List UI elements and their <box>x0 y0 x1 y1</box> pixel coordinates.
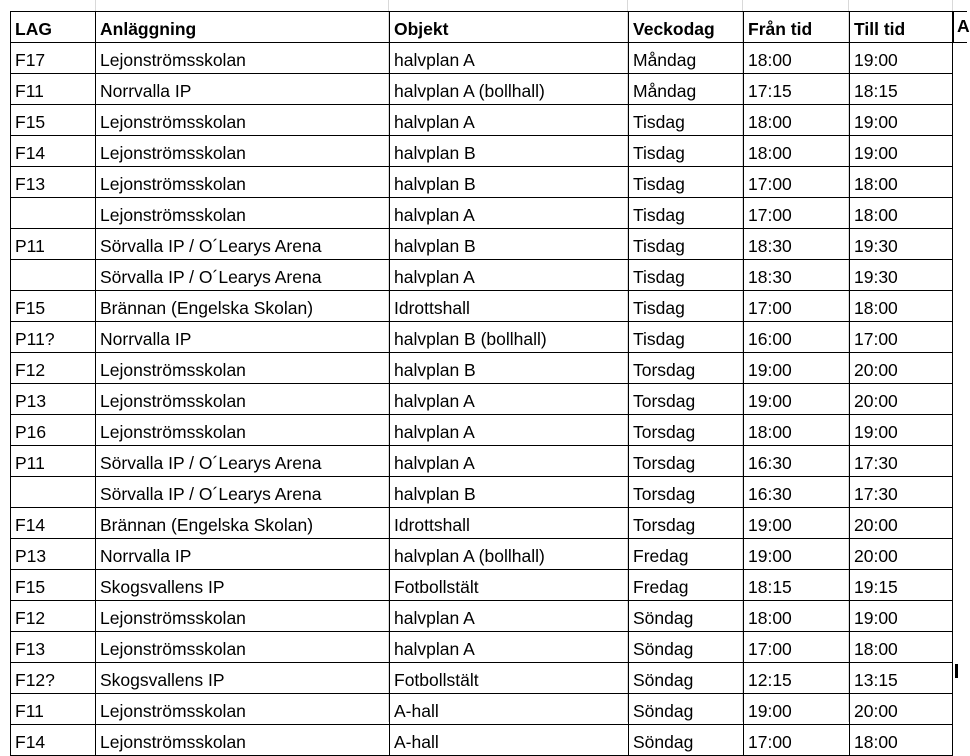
header-till-tid[interactable]: Till tid <box>850 12 953 43</box>
cell-till-tid[interactable]: 19:30 <box>850 229 953 260</box>
table-row <box>11 198 953 229</box>
cell-veckodag[interactable]: Söndag <box>629 601 744 632</box>
cell-fran-tid[interactable]: 12:15 <box>744 663 850 694</box>
cell-objekt[interactable]: halvplan A <box>390 601 629 632</box>
cell-till-tid[interactable]: 17:30 <box>850 477 953 508</box>
cell-till-tid[interactable]: 20:00 <box>850 539 953 570</box>
cell-fran-tid[interactable]: 19:00 <box>744 539 850 570</box>
cell-objekt[interactable]: Fotbollstält <box>390 570 629 601</box>
cell-objekt[interactable]: halvplan B <box>390 229 629 260</box>
table-row <box>11 508 953 539</box>
cell-fran-tid[interactable]: 19:00 <box>744 353 850 384</box>
cell-lag[interactable]: F12? <box>11 663 96 694</box>
table-row <box>11 694 953 725</box>
cell-anlaggning[interactable]: Brännan (Engelska Skolan) <box>96 508 390 539</box>
header-veckodag[interactable]: Veckodag <box>629 12 744 43</box>
table-row <box>11 353 953 384</box>
cell-lag[interactable]: F14 <box>11 508 96 539</box>
header-row <box>11 12 953 43</box>
cell-veckodag[interactable]: Torsdag <box>629 415 744 446</box>
cell-objekt[interactable]: halvplan A <box>390 198 629 229</box>
cell-fran-tid[interactable]: 17:00 <box>744 167 850 198</box>
cell-anlaggning[interactable]: Lejonströmsskolan <box>96 136 390 167</box>
cell-fran-tid[interactable]: 19:00 <box>744 384 850 415</box>
header-anlaggning[interactable]: Anläggning <box>96 12 390 43</box>
cell-anlaggning[interactable]: Lejonströmsskolan <box>96 694 390 725</box>
cell-veckodag[interactable]: Tisdag <box>629 136 744 167</box>
cell-veckodag[interactable]: Tisdag <box>629 105 744 136</box>
cell-lag[interactable]: F11 <box>11 74 96 105</box>
cell-veckodag[interactable]: Tisdag <box>629 229 744 260</box>
cell-anlaggning[interactable]: Norrvalla IP <box>96 322 390 353</box>
cell-anlaggning[interactable]: Lejonströmsskolan <box>96 632 390 663</box>
cell-lag[interactable]: P13 <box>11 539 96 570</box>
cell-fran-tid[interactable]: 17:00 <box>744 291 850 322</box>
cell-veckodag[interactable]: Torsdag <box>629 353 744 384</box>
cell-till-tid[interactable]: 18:00 <box>850 167 953 198</box>
cell-objekt[interactable]: Idrottshall <box>390 291 629 322</box>
cell-objekt[interactable]: halvplan A (bollhall) <box>390 539 629 570</box>
cell-till-tid[interactable]: 19:00 <box>850 43 953 74</box>
cell-anlaggning[interactable]: Sörvalla IP / O´Learys Arena <box>96 477 390 508</box>
cell-veckodag[interactable]: Söndag <box>629 725 744 756</box>
table-row <box>11 601 953 632</box>
cell-fran-tid[interactable]: 16:30 <box>744 477 850 508</box>
cell-veckodag[interactable]: Torsdag <box>629 477 744 508</box>
cell-fran-tid[interactable]: 18:30 <box>744 229 850 260</box>
table-row <box>11 322 953 353</box>
table-row <box>11 105 953 136</box>
table-row <box>11 663 953 694</box>
cell-anlaggning[interactable]: Lejonströmsskolan <box>96 105 390 136</box>
cell-anlaggning[interactable]: Norrvalla IP <box>96 74 390 105</box>
cell-veckodag[interactable]: Tisdag <box>629 167 744 198</box>
cell-lag[interactable]: F15 <box>11 291 96 322</box>
table-row <box>11 725 953 756</box>
cell-fran-tid[interactable]: 18:15 <box>744 570 850 601</box>
cell-objekt[interactable]: A-hall <box>390 694 629 725</box>
table-row <box>11 570 953 601</box>
cell-objekt[interactable]: halvplan A <box>390 43 629 74</box>
cell-anlaggning[interactable]: Lejonströmsskolan <box>96 601 390 632</box>
cell-lag[interactable] <box>11 198 96 229</box>
cell-veckodag[interactable]: Tisdag <box>629 260 744 291</box>
cell-objekt[interactable]: halvplan B <box>390 477 629 508</box>
cell-objekt[interactable]: halvplan B <box>390 353 629 384</box>
cell-veckodag[interactable]: Söndag <box>629 632 744 663</box>
cell-lag[interactable]: P11? <box>11 322 96 353</box>
table-row <box>11 43 953 74</box>
cell-veckodag[interactable]: Måndag <box>629 43 744 74</box>
cell-fran-tid[interactable]: 18:00 <box>744 415 850 446</box>
cell-anlaggning[interactable]: Sörvalla IP / O´Learys Arena <box>96 260 390 291</box>
cell-till-tid[interactable]: 18:00 <box>850 198 953 229</box>
cell-till-tid[interactable]: 20:00 <box>850 384 953 415</box>
table-row <box>11 74 953 105</box>
cell-veckodag[interactable]: Fredag <box>629 570 744 601</box>
cell-lag[interactable] <box>11 260 96 291</box>
table-row <box>11 260 953 291</box>
cell-anlaggning[interactable]: Lejonströmsskolan <box>96 43 390 74</box>
cell-objekt[interactable]: halvplan A <box>390 105 629 136</box>
cell-till-tid[interactable]: 19:15 <box>850 570 953 601</box>
cell-lag[interactable]: F15 <box>11 105 96 136</box>
cell-lag[interactable]: F12 <box>11 601 96 632</box>
cell-anlaggning[interactable]: Sörvalla IP / O´Learys Arena <box>96 446 390 477</box>
cell-objekt[interactable]: halvplan A <box>390 260 629 291</box>
cell-objekt[interactable]: halvplan B <box>390 136 629 167</box>
cell-anlaggning[interactable]: Sörvalla IP / O´Learys Arena <box>96 229 390 260</box>
cell-till-tid[interactable]: 18:00 <box>850 632 953 663</box>
table-row <box>11 291 953 322</box>
table-row <box>11 477 953 508</box>
next-column-header-partial[interactable]: A <box>953 11 967 43</box>
cell-till-tid[interactable]: 19:00 <box>850 415 953 446</box>
cell-fran-tid[interactable]: 18:30 <box>744 260 850 291</box>
cell-till-tid[interactable]: 19:00 <box>850 136 953 167</box>
cell-veckodag[interactable]: Söndag <box>629 663 744 694</box>
cell-fran-tid[interactable]: 18:00 <box>744 105 850 136</box>
cell-anlaggning[interactable]: Lejonströmsskolan <box>96 415 390 446</box>
cell-lag[interactable]: F13 <box>11 167 96 198</box>
cell-lag[interactable]: P11 <box>11 446 96 477</box>
cell-lag[interactable]: P16 <box>11 415 96 446</box>
cell-lag[interactable]: F17 <box>11 43 96 74</box>
cell-anlaggning[interactable]: Skogsvallens IP <box>96 570 390 601</box>
cell-fran-tid[interactable]: 19:00 <box>744 508 850 539</box>
cell-objekt[interactable]: halvplan A <box>390 446 629 477</box>
table-row <box>11 167 953 198</box>
cell-till-tid[interactable]: 20:00 <box>850 508 953 539</box>
cell-fran-tid[interactable]: 19:00 <box>744 694 850 725</box>
cell-anlaggning[interactable]: Lejonströmsskolan <box>96 725 390 756</box>
cell-fran-tid[interactable]: 18:00 <box>744 136 850 167</box>
cell-till-tid[interactable]: 19:00 <box>850 105 953 136</box>
cell-lag[interactable] <box>11 477 96 508</box>
cell-objekt[interactable]: A-hall <box>390 725 629 756</box>
cell-lag[interactable]: P11 <box>11 229 96 260</box>
cell-anlaggning[interactable]: Brännan (Engelska Skolan) <box>96 291 390 322</box>
cell-fran-tid[interactable]: 16:00 <box>744 322 850 353</box>
schedule-rows <box>11 43 953 756</box>
cell-veckodag[interactable]: Tisdag <box>629 291 744 322</box>
cell-till-tid[interactable]: 20:00 <box>850 694 953 725</box>
cell-fran-tid[interactable]: 17:00 <box>744 198 850 229</box>
cell-veckodag[interactable]: Tisdag <box>629 198 744 229</box>
cell-objekt[interactable]: halvplan B (bollhall) <box>390 322 629 353</box>
cell-lag[interactable]: F15 <box>11 570 96 601</box>
cell-veckodag[interactable]: Torsdag <box>629 508 744 539</box>
table-row <box>11 632 953 663</box>
cell-fran-tid[interactable]: 18:00 <box>744 601 850 632</box>
cell-lag[interactable]: F11 <box>11 694 96 725</box>
cell-till-tid[interactable]: 18:15 <box>850 74 953 105</box>
cell-veckodag[interactable]: Tisdag <box>629 322 744 353</box>
table-row <box>11 136 953 167</box>
cell-till-tid[interactable]: 18:00 <box>850 725 953 756</box>
schedule-table <box>10 11 953 756</box>
cell-lag[interactable]: F12 <box>11 353 96 384</box>
cell-till-tid[interactable]: 18:00 <box>850 291 953 322</box>
header-lag[interactable]: LAG <box>11 12 96 43</box>
cell-veckodag[interactable]: Söndag <box>629 694 744 725</box>
cell-lag[interactable]: P13 <box>11 384 96 415</box>
cell-till-tid[interactable]: 20:00 <box>850 353 953 384</box>
cell-anlaggning[interactable]: Lejonströmsskolan <box>96 198 390 229</box>
cell-objekt[interactable]: halvplan A (bollhall) <box>390 74 629 105</box>
table-row <box>11 539 953 570</box>
cell-lag[interactable]: F14 <box>11 136 96 167</box>
header-fran-tid[interactable]: Från tid <box>744 12 850 43</box>
cell-till-tid[interactable]: 19:00 <box>850 601 953 632</box>
cell-anlaggning[interactable]: Lejonströmsskolan <box>96 384 390 415</box>
cell-till-tid[interactable]: 17:00 <box>850 322 953 353</box>
cell-lag[interactable]: F14 <box>11 725 96 756</box>
cell-fran-tid[interactable]: 17:00 <box>744 632 850 663</box>
header-objekt[interactable]: Objekt <box>390 12 629 43</box>
cell-fran-tid[interactable]: 18:00 <box>744 43 850 74</box>
cell-anlaggning[interactable]: Norrvalla IP <box>96 539 390 570</box>
cell-till-tid[interactable]: 19:30 <box>850 260 953 291</box>
cell-veckodag[interactable]: Fredag <box>629 539 744 570</box>
table-row <box>11 446 953 477</box>
cell-objekt[interactable]: Idrottshall <box>390 508 629 539</box>
table-row <box>11 384 953 415</box>
next-column-cell-partial <box>955 664 958 678</box>
cell-objekt[interactable]: halvplan A <box>390 632 629 663</box>
cell-veckodag[interactable]: Torsdag <box>629 446 744 477</box>
cell-lag[interactable]: F13 <box>11 632 96 663</box>
cell-anlaggning[interactable]: Lejonströmsskolan <box>96 353 390 384</box>
cell-objekt[interactable]: Fotbollstält <box>390 663 629 694</box>
cell-objekt[interactable]: halvplan A <box>390 384 629 415</box>
cell-till-tid[interactable]: 17:30 <box>850 446 953 477</box>
table-row <box>11 415 953 446</box>
cell-anlaggning[interactable]: Skogsvallens IP <box>96 663 390 694</box>
cell-fran-tid[interactable]: 17:15 <box>744 74 850 105</box>
cell-anlaggning[interactable]: Lejonströmsskolan <box>96 167 390 198</box>
cell-objekt[interactable]: halvplan A <box>390 415 629 446</box>
cell-till-tid[interactable]: 13:15 <box>850 663 953 694</box>
cell-veckodag[interactable]: Torsdag <box>629 384 744 415</box>
table-row <box>11 229 953 260</box>
cell-fran-tid[interactable]: 16:30 <box>744 446 850 477</box>
cell-fran-tid[interactable]: 17:00 <box>744 725 850 756</box>
cell-veckodag[interactable]: Måndag <box>629 74 744 105</box>
cell-objekt[interactable]: halvplan B <box>390 167 629 198</box>
